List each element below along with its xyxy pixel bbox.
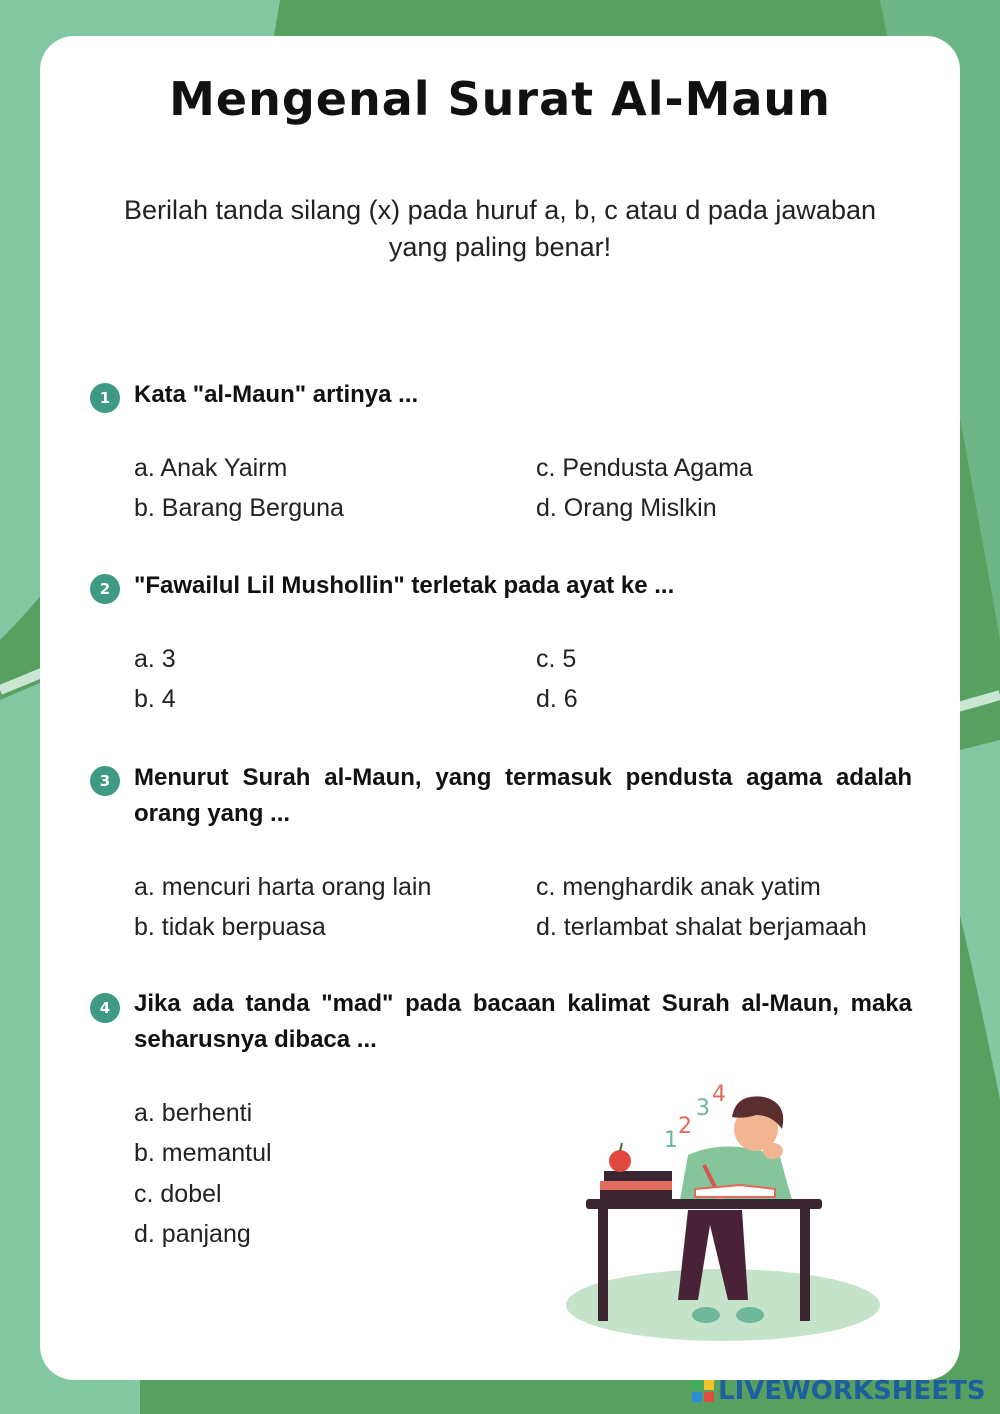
- number-1: 1: [664, 1128, 678, 1153]
- answer-option[interactable]: d. Orang Mislkin: [536, 494, 717, 522]
- answer-option[interactable]: a. berhenti: [134, 1099, 253, 1127]
- answer-option[interactable]: a. 3: [134, 645, 176, 673]
- question-text: Menurut Surah al-Maun, yang termasuk pendusta agama adalah orang yang ...: [134, 764, 912, 827]
- answer-option[interactable]: c. 5: [536, 645, 577, 673]
- answer-option[interactable]: c. Pendusta Agama: [536, 454, 753, 482]
- number-2: 2: [678, 1114, 692, 1139]
- liveworksheets-logo-icon: [692, 1380, 714, 1402]
- student-illustration: [560, 1075, 890, 1345]
- instruction-text: Berilah tanda silang (x) pada huruf a, b, c atau d pada jawaban yang paling benar!: [123, 195, 876, 262]
- question-number-badge: 2: [90, 574, 120, 604]
- answer-option[interactable]: d. panjang: [134, 1220, 251, 1248]
- question-number-badge: 4: [90, 993, 120, 1023]
- answer-option[interactable]: c. dobel: [134, 1180, 222, 1208]
- question-text: "Fawailul Lil Mushollin" terletak pada ayat ke ...: [134, 572, 675, 599]
- liveworksheets-brand-text: LIVEWORKSHEETS: [718, 1376, 986, 1406]
- question-number-badge: 1: [90, 383, 120, 413]
- answer-option[interactable]: b. tidak berpuasa: [134, 913, 326, 941]
- question-text: Jika ada tanda "mad" pada bacaan kalimat Surah al-Maun, maka seharusnya dibaca ...: [134, 990, 912, 1053]
- answer-option[interactable]: a. Anak Yairm: [134, 454, 288, 482]
- number-3: 3: [696, 1096, 710, 1121]
- liveworksheets-logo: [692, 1376, 986, 1406]
- worksheet-title: Mengenal Surat Al-Maun: [169, 72, 831, 126]
- number-4: 4: [712, 1082, 726, 1107]
- answer-option[interactable]: b. Barang Berguna: [134, 494, 344, 522]
- answer-option[interactable]: a. mencuri harta orang lain: [134, 873, 432, 901]
- answer-option[interactable]: b. memantul: [134, 1139, 272, 1167]
- answer-option[interactable]: c. menghardik anak yatim: [536, 873, 821, 901]
- question-number-badge: 3: [90, 766, 120, 796]
- answer-option[interactable]: d. terlambat shalat berjamaah: [536, 913, 867, 941]
- question-text: Kata "al-Maun" artinya ...: [134, 381, 419, 408]
- answer-option[interactable]: b. 4: [134, 685, 176, 713]
- answer-option[interactable]: d. 6: [536, 685, 578, 713]
